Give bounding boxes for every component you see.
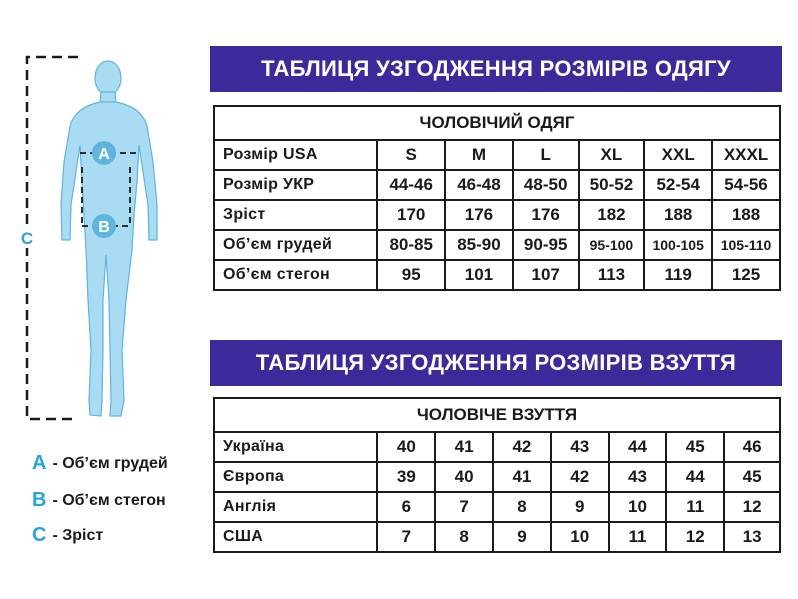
table-cell: 45 — [666, 432, 724, 462]
table-cell: 42 — [493, 432, 551, 462]
row-label: Розмір УКР — [214, 170, 377, 200]
table-cell: 100-105 — [644, 230, 712, 260]
table-cell: 46 — [724, 432, 780, 462]
table-row — [214, 170, 780, 200]
row-label: Зріст — [214, 200, 377, 230]
table-cell: 44 — [666, 462, 724, 492]
table-cell: 8 — [493, 492, 551, 522]
table-cell: XXXL — [712, 140, 780, 170]
row-label: США — [214, 522, 377, 552]
table-cell: S — [377, 140, 445, 170]
shoes-size-table — [213, 397, 781, 553]
table-cell: 85-90 — [445, 230, 513, 260]
table-cell: 13 — [724, 522, 780, 552]
table-cell: 176 — [445, 200, 513, 230]
marker-c: C — [20, 229, 34, 248]
table-cell: 170 — [377, 200, 445, 230]
table-cell: 7 — [435, 492, 493, 522]
table-cell: M — [445, 140, 513, 170]
table-cell: 41 — [493, 462, 551, 492]
table-cell: 107 — [513, 260, 579, 290]
table-cell: 45 — [724, 462, 780, 492]
table-cell: 95 — [377, 260, 445, 290]
legend-text: - Зріст — [52, 526, 104, 544]
table-cell: 6 — [377, 492, 435, 522]
table-cell: 8 — [435, 522, 493, 552]
row-label: Європа — [214, 462, 377, 492]
table-cell: 39 — [377, 462, 435, 492]
table-cell: 52-54 — [644, 170, 712, 200]
table-cell: 176 — [513, 200, 579, 230]
table-cell: 10 — [609, 492, 667, 522]
body-measurement-figure — [0, 0, 200, 430]
table-cell: 105-110 — [712, 230, 780, 260]
table-row — [214, 200, 780, 230]
table-cell: 43 — [551, 432, 609, 462]
table-cell: 95-100 — [579, 230, 645, 260]
table-cell: 11 — [666, 492, 724, 522]
table-row — [214, 492, 780, 522]
table-cell: 101 — [445, 260, 513, 290]
table-cell: 44-46 — [377, 170, 445, 200]
row-label: Розмір USA — [214, 140, 377, 170]
shoes-table-caption: ЧОЛОВІЧЕ ВЗУТТЯ — [214, 398, 780, 432]
table-cell: 9 — [493, 522, 551, 552]
table-cell: 12 — [666, 522, 724, 552]
table-cell: 119 — [644, 260, 712, 290]
human-silhouette — [61, 61, 157, 416]
table-row — [214, 260, 780, 290]
marker-b: B — [98, 219, 110, 236]
legend-text: - Об’єм стегон — [52, 491, 166, 509]
table-cell: 12 — [724, 492, 780, 522]
table-cell: 50-52 — [579, 170, 645, 200]
table-cell: 90-95 — [513, 230, 579, 260]
legend-item-height — [32, 524, 103, 547]
marker-a: A — [98, 146, 110, 163]
table-cell: 46-48 — [445, 170, 513, 200]
table-cell: 54-56 — [712, 170, 780, 200]
table-cell: 188 — [712, 200, 780, 230]
table-row — [214, 462, 780, 492]
clothing-banner: ТАБЛИЦЯ УЗГОДЖЕННЯ РОЗМІРІВ ОДЯГУ — [210, 46, 782, 92]
table-cell: 7 — [377, 522, 435, 552]
row-label: Об’єм стегон — [214, 260, 377, 290]
row-label: Англія — [214, 492, 377, 522]
table-cell: 48-50 — [513, 170, 579, 200]
table-cell: 43 — [609, 462, 667, 492]
table-cell: 40 — [377, 432, 435, 462]
shoes-banner: ТАБЛИЦЯ УЗГОДЖЕННЯ РОЗМІРІВ ВЗУТТЯ — [210, 340, 782, 386]
legend-text: - Об’єм грудей — [52, 454, 168, 472]
legend-letter: A — [32, 452, 47, 474]
table-cell: 42 — [551, 462, 609, 492]
table-cell: 188 — [644, 200, 712, 230]
table-cell: 182 — [579, 200, 645, 230]
table-cell: 9 — [551, 492, 609, 522]
table-row — [214, 230, 780, 260]
legend-item-chest — [32, 452, 168, 475]
table-cell: 11 — [609, 522, 667, 552]
table-cell: XXL — [644, 140, 712, 170]
legend-item-hips — [32, 489, 166, 512]
table-cell: 40 — [435, 462, 493, 492]
clothing-table-caption: ЧОЛОВІЧИЙ ОДЯГ — [214, 106, 780, 140]
clothing-size-table — [213, 105, 781, 291]
legend-letter: C — [32, 524, 47, 546]
table-cell: 80-85 — [377, 230, 445, 260]
table-cell: L — [513, 140, 579, 170]
row-label: Об’єм грудей — [214, 230, 377, 260]
table-cell: 125 — [712, 260, 780, 290]
table-cell: 10 — [551, 522, 609, 552]
table-row — [214, 432, 780, 462]
table-row — [214, 522, 780, 552]
table-cell: 113 — [579, 260, 645, 290]
legend-letter: B — [32, 489, 47, 511]
table-cell: 41 — [435, 432, 493, 462]
table-cell: XL — [579, 140, 645, 170]
table-row — [214, 140, 780, 170]
table-cell: 44 — [609, 432, 667, 462]
row-label: Україна — [214, 432, 377, 462]
